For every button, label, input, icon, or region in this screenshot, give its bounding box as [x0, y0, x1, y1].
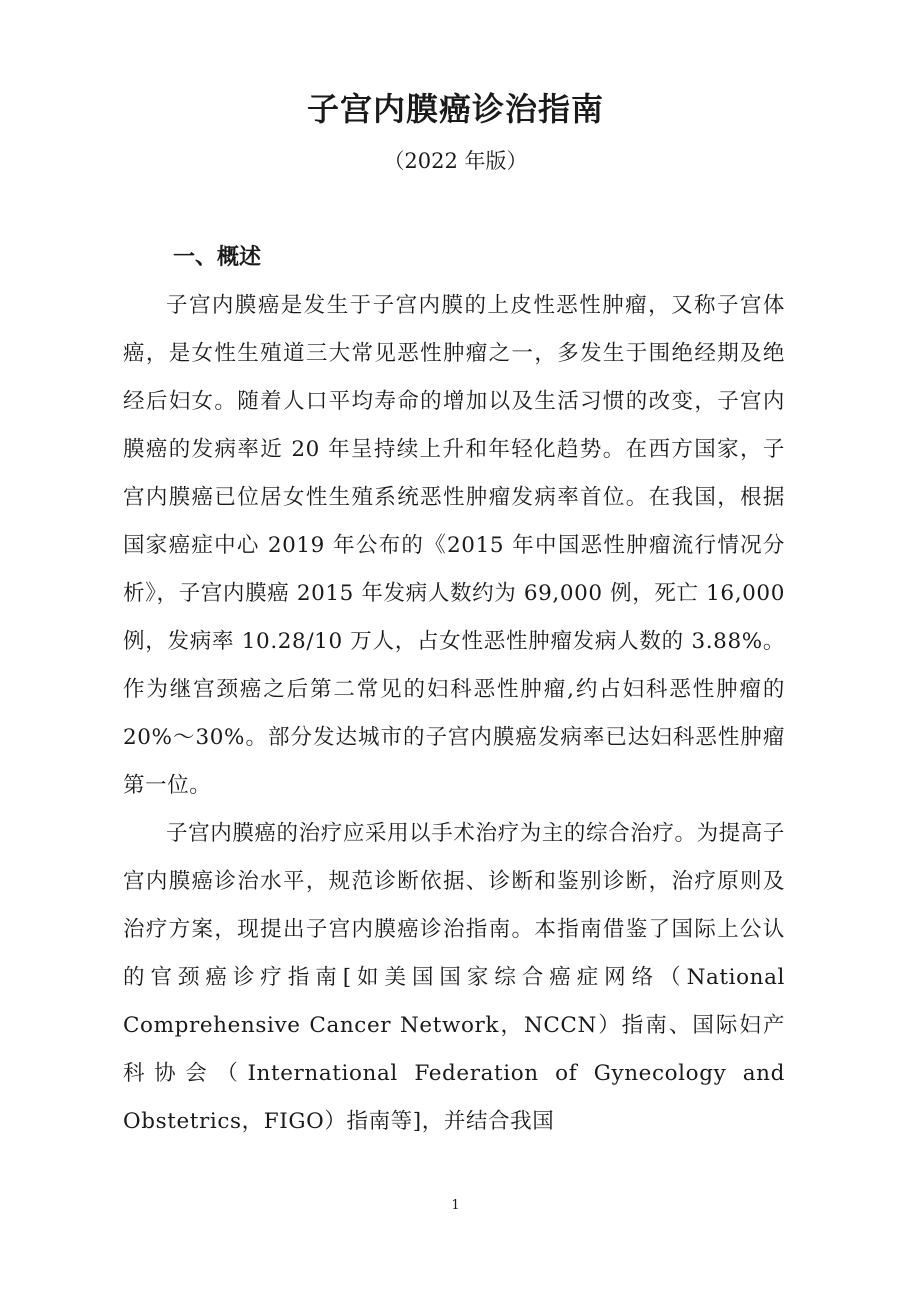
paragraph-1: 子宫内膜癌是发生于子宫内膜的上皮性恶性肿瘤，又称子宫体癌，是女性生殖道三大常见恶性肿瘤之一，多发生于围绝经期及绝经后妇女。随着人口平均寿命的增加以及生活习惯的改变，子宫内膜癌的发病率近 20 年呈持续上升和年轻化趋势。在西方国家，子宫内膜癌已位居女性生殖系统恶性肿瘤发病率首位。在我国，根据国家癌症中心 2019 年公布的《2015 年中国恶性肿瘤流行情况分析》，子宫内膜癌 2015 年发病人数约为 69,000 例，死亡 16,000 例，发病率 10.28/10 万人，占女性恶性肿瘤发病人数的 3.88%。作为继宫颈癌之后第二常见的妇科恶性肿瘤,约占妇科恶性肿瘤的 20%～30%。部分发达城市的子宫内膜癌发病率已达妇科恶性肿瘤第一位。: [123, 293, 785, 798]
page-number: 1: [451, 1198, 460, 1213]
body-text: [123, 282, 785, 1146]
document-subtitle: （2022 年版）: [383, 149, 528, 173]
paragraph-2: 子宫内膜癌的治疗应采用以手术治疗为主的综合治疗。为提高子宫内膜癌诊治水平，规范诊断依据、诊断和鉴别诊断，治疗原则及治疗方案，现提出子宫内膜癌诊治指南。本指南借鉴了国际上公认的官颈癌诊疗指南[如美国国家综合癌症网络（National Comprehensive Cancer Network，NCCN）指南、国际妇产科协会（International Federation of Gynecology and Obstetrics，FIGO）指南等]，并结合我国: [123, 821, 785, 1134]
section-heading: 一、概述: [173, 245, 262, 270]
document-title: 子宫内膜癌诊治指南: [306, 90, 604, 128]
